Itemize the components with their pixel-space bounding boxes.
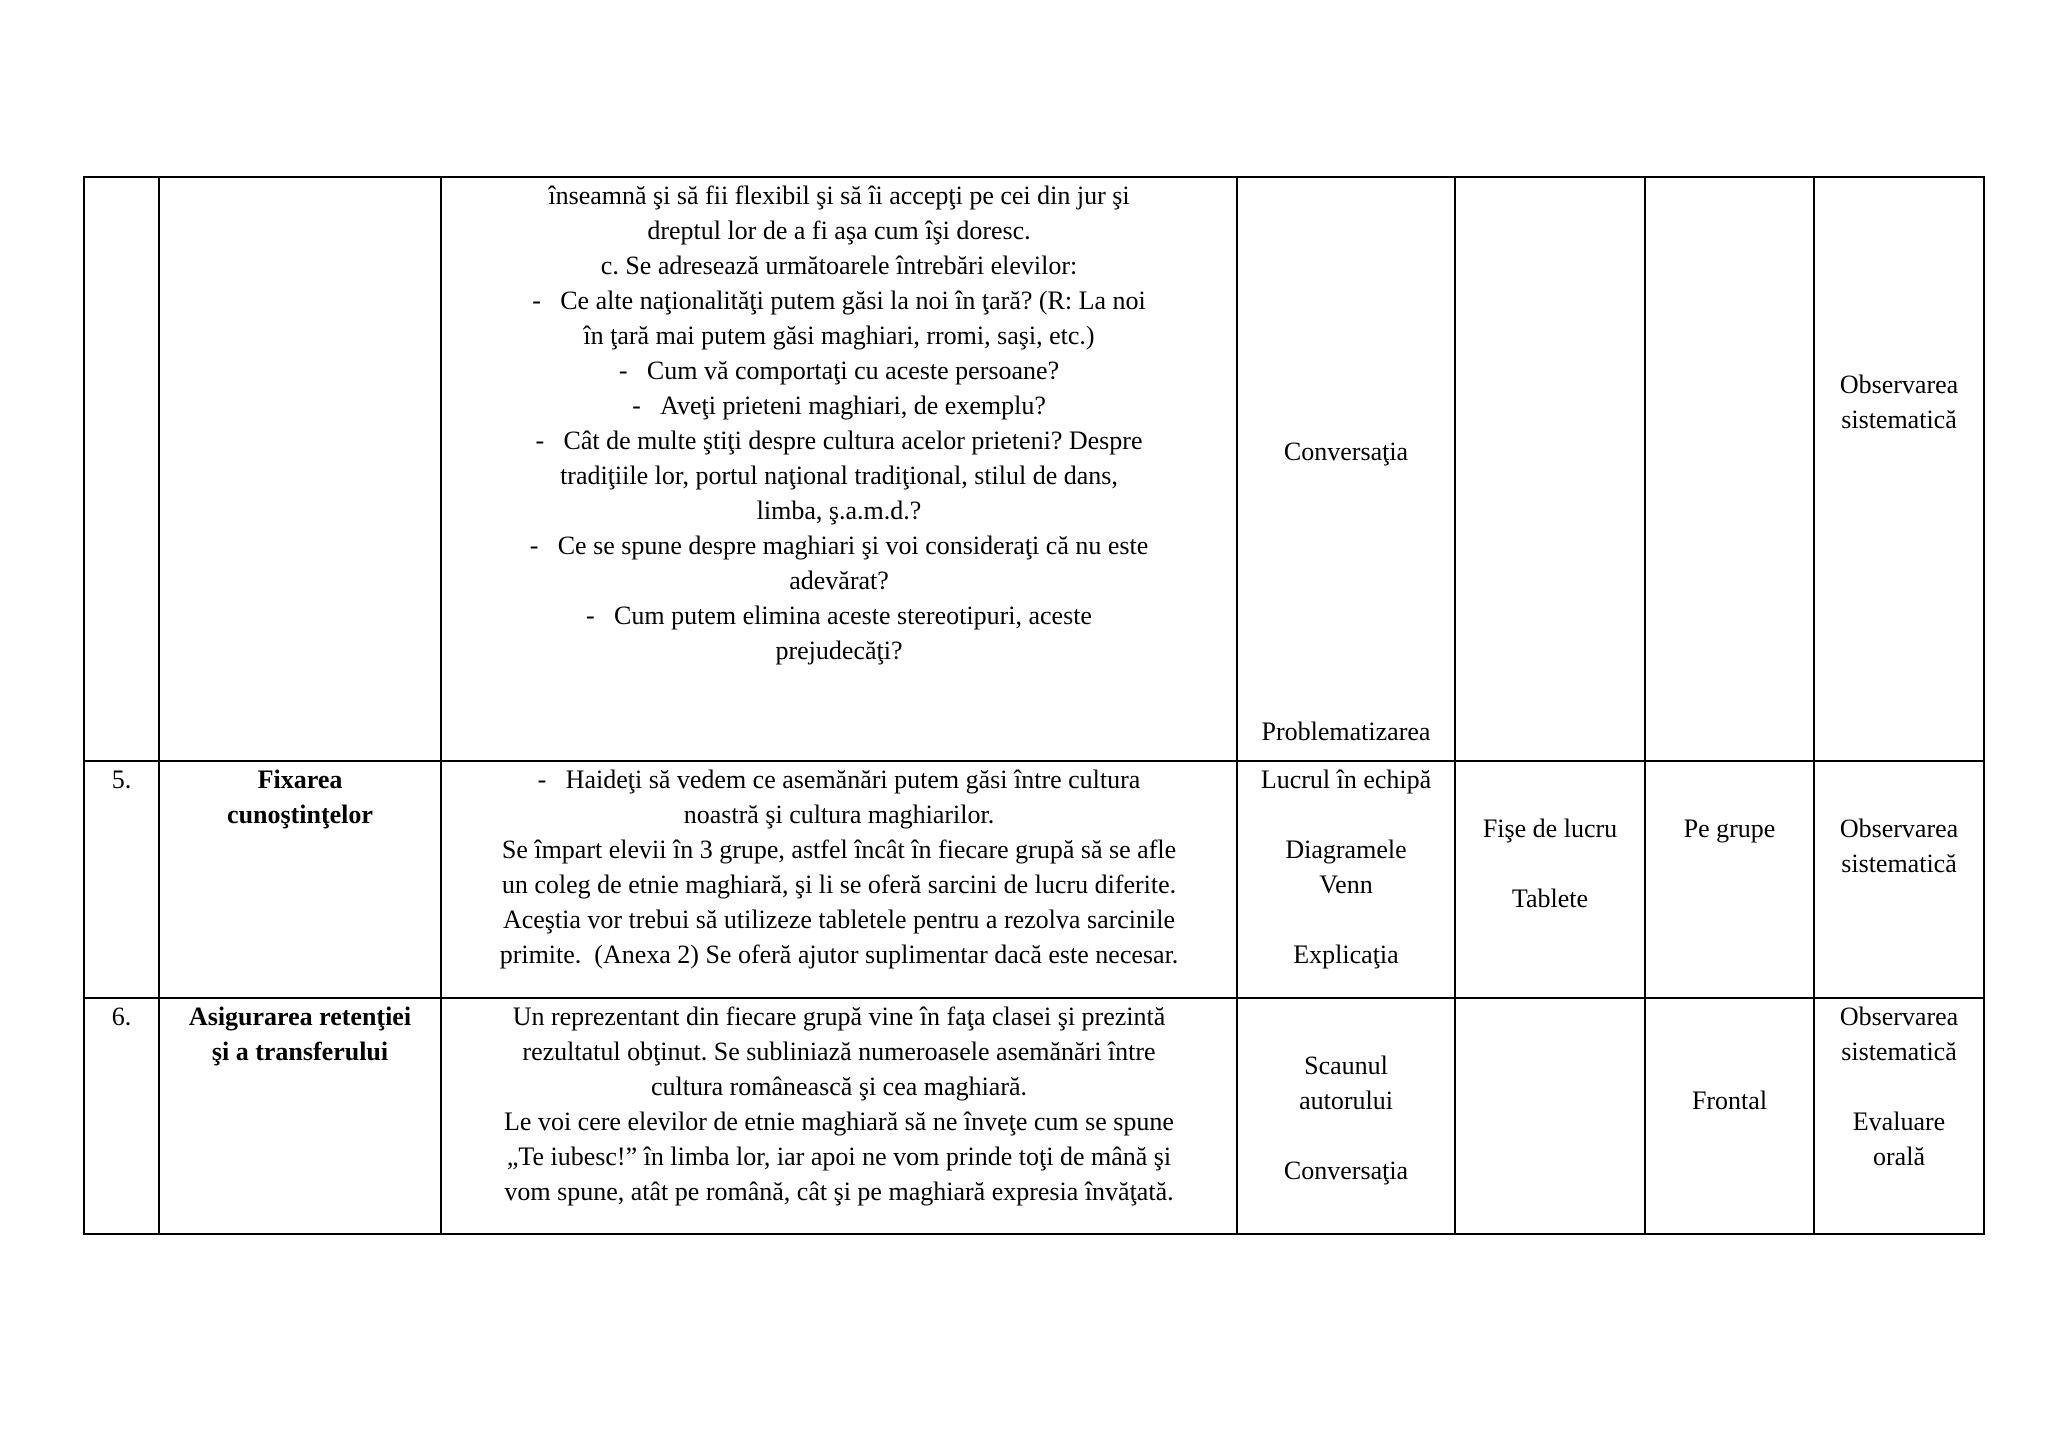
content-line: [450, 563, 1228, 598]
stage-cell: [159, 177, 441, 761]
content-text: înseamnă şi să fii flexibil şi să îi accepţi pe cei din jur şi: [548, 181, 1130, 210]
content-line: [450, 213, 1228, 248]
content-text: Aceştia vor trebui să utilizeze tabletele pentru a rezolva sarcinile: [502, 905, 1176, 934]
content-line: [450, 1104, 1228, 1139]
resources-cell: [1455, 761, 1645, 998]
content-line: [450, 999, 1228, 1034]
evaluation-cell: [1814, 761, 1984, 998]
content-line: [450, 178, 1228, 213]
content-line: [450, 832, 1228, 867]
stage-title: Fixarea: [257, 765, 343, 794]
content-line: [450, 1069, 1228, 1104]
evaluation-text: sistematică: [1841, 405, 1957, 434]
content-text: Cât de multe ştiţi despre cultura acelor prieteni? Despre: [563, 426, 1143, 455]
method-text: autorului: [1299, 1086, 1393, 1115]
methods-cell: [1237, 761, 1455, 998]
content-text: Cum putem elimina aceste stereotipuri, aceste: [614, 601, 1092, 630]
content-text: primite. (Anexa 2) Se oferă ajutor suplimentar dacă este necesar.: [499, 940, 1179, 969]
resources-cell: [1455, 177, 1645, 761]
organization-cell: [1645, 177, 1814, 761]
content-line: [450, 1174, 1228, 1209]
content-line: [450, 1139, 1228, 1174]
content-text: Le voi cere elevilor de etnie maghiară să ne înveţe cum se spune: [504, 1107, 1174, 1136]
evaluation-cell: [1814, 998, 1984, 1234]
content-text: Cum vă comportaţi cu aceste persoane?: [646, 356, 1060, 385]
row-number-cell: [84, 998, 159, 1234]
resource-text: Tablete: [1511, 884, 1589, 913]
resources-cell: [1455, 998, 1645, 1234]
method-text: Lucrul în echipă: [1260, 765, 1432, 794]
content-text: Se împart elevii în 3 grupe, astfel încât în fiecare grupă să se afle: [501, 835, 1177, 864]
content-text: prejudecăţi?: [775, 636, 903, 665]
organization-text: Pe grupe: [1683, 814, 1776, 843]
list-dash: -: [535, 426, 545, 455]
content-text: un coleg de etnie maghiară, şi li se oferă sarcini de lucru diferite.: [501, 870, 1177, 899]
list-dash: -: [618, 356, 628, 385]
method-text: Explicaţia: [1293, 940, 1399, 969]
row-number-cell: [84, 177, 159, 761]
list-item: [450, 283, 1228, 318]
list-dash: -: [537, 765, 547, 794]
methods-cell: [1237, 998, 1455, 1234]
content-cell: [441, 998, 1237, 1234]
methods-cell: [1237, 177, 1455, 761]
evaluation-text: Observarea: [1839, 1002, 1959, 1031]
row-number: 6.: [111, 1002, 132, 1031]
list-item: [450, 388, 1228, 423]
evaluation-text: sistematică: [1841, 1037, 1957, 1066]
list-item: [450, 353, 1228, 388]
organization-cell: [1645, 998, 1814, 1234]
evaluation-text: Evaluare: [1852, 1107, 1946, 1136]
evaluation-cell: [1814, 177, 1984, 761]
content-line: [450, 867, 1228, 902]
list-dash: -: [529, 531, 539, 560]
organization-text: Frontal: [1691, 1086, 1768, 1115]
content-text: Haideţi să vedem ce asemănări putem găsi între cultura: [565, 765, 1141, 794]
list-item: [450, 528, 1228, 563]
content-text: adevărat?: [789, 566, 889, 595]
list-dash: -: [632, 391, 641, 420]
content-text: rezultatul obţinut. Se subliniază numeroasele asemănări între: [522, 1037, 1156, 1066]
stage-title: cunoştinţelor: [227, 800, 373, 829]
content-line: [450, 493, 1228, 528]
content-text: vom spune, atât pe română, cât şi pe maghiară expresia învăţată.: [504, 1177, 1174, 1206]
stage-title: şi a transferului: [211, 1037, 389, 1066]
content-text: Ce se spune despre maghiari şi voi consideraţi că nu este: [557, 531, 1149, 560]
table-row: [84, 177, 1984, 761]
evaluation-text: orală: [1873, 1142, 1925, 1171]
content-text: limba, ş.a.m.d.?: [756, 496, 922, 525]
content-text: în ţară mai putem găsi maghiari, rromi, saşi, etc.): [583, 321, 1095, 350]
content-line: [450, 458, 1228, 493]
content-line: [450, 318, 1228, 353]
content-text: c. Se adresează următoarele întrebări elevilor:: [600, 251, 1078, 280]
lesson-plan-table: [83, 176, 1985, 1235]
content-text: Ce alte naţionalităţi putem găsi la noi în ţară? (R: La noi: [560, 286, 1146, 315]
method-text: Venn: [1319, 870, 1373, 899]
content-cell: [441, 177, 1237, 761]
list-item: [450, 423, 1228, 458]
content-line: [450, 902, 1228, 937]
content-line: [450, 633, 1228, 668]
list-item: [450, 762, 1228, 797]
method-text: Diagramele: [1285, 835, 1407, 864]
row-number-cell: [84, 761, 159, 998]
table-row: [84, 998, 1984, 1234]
content-line: [450, 797, 1228, 832]
content-text: tradiţiile lor, portul naţional tradiţional, stilul de dans,: [560, 461, 1118, 490]
evaluation-text: sistematică: [1841, 849, 1957, 878]
content-line: [450, 1034, 1228, 1069]
stage-title: Asigurarea retenţiei: [188, 1002, 412, 1031]
method-text: Problematizarea: [1261, 717, 1431, 746]
content-text: „Te iubesc!” în limba lor, iar apoi ne vom prinde toţi de mână şi: [506, 1142, 1172, 1171]
content-text: noastră şi cultura maghiarilor.: [683, 800, 995, 829]
list-dash: -: [532, 286, 541, 315]
resource-text: Fişe de lucru: [1482, 814, 1618, 843]
method-text: Scaunul: [1304, 1051, 1388, 1080]
list-item: [450, 598, 1228, 633]
content-text: dreptul lor de a fi aşa cum îşi doresc.: [647, 216, 1031, 245]
content-text: cultura românească şi cea maghiară.: [650, 1072, 1028, 1101]
content-text: Aveţi prieteni maghiari, de exemplu?: [660, 391, 1046, 420]
stage-cell: [159, 761, 441, 998]
organization-cell: [1645, 761, 1814, 998]
content-cell: [441, 761, 1237, 998]
method-text: Conversaţia: [1283, 1156, 1409, 1185]
stage-cell: [159, 998, 441, 1234]
table-row: [84, 761, 1984, 998]
evaluation-text: Observarea: [1839, 370, 1959, 399]
content-line: [450, 937, 1228, 972]
evaluation-text: Observarea: [1839, 814, 1959, 843]
list-dash: -: [586, 601, 595, 630]
content-line: [450, 248, 1228, 283]
method-text: Conversaţia: [1283, 437, 1409, 466]
row-number: 5.: [111, 765, 132, 794]
content-text: Un reprezentant din fiecare grupă vine în faţa clasei şi prezintă: [512, 1002, 1166, 1031]
